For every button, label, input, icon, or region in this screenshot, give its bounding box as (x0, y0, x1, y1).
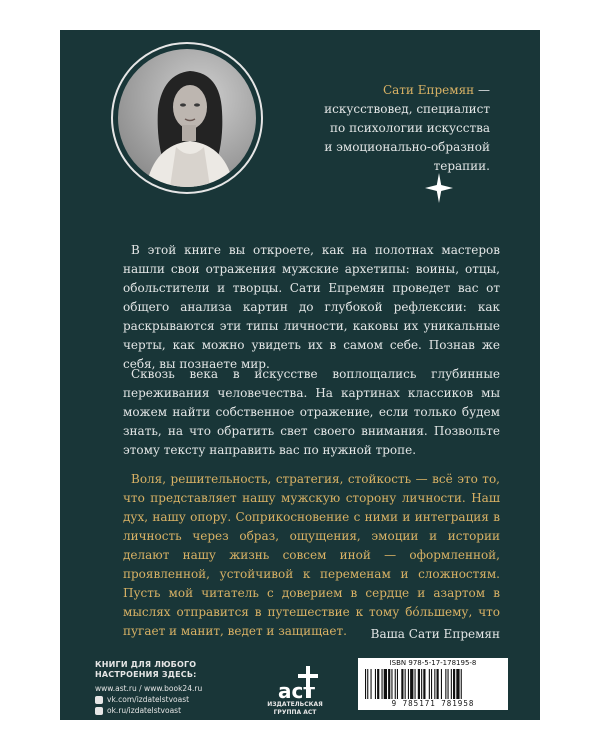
vk-icon (95, 696, 103, 704)
author-quote-paragraph: Воля, решительность, стратегия, стойкость — всё это то, что представляет нашу мужскую сторону личности. Наш дух, нашу опору. Соприкосновение с ними и интеграция в личность через образ, ощущения, эмоции и истории делают нашу жизнь совсем иной — оформленной, проявленной, устойчивой к переменам и сложностям. Пусть мой читатель с доверием в сердце и азартом в мыслях отправится в путешествие к тому бо́льшему, что пугает и манит, ведет и защищает. (123, 472, 500, 638)
barcode-bar (375, 669, 376, 699)
barcode-bar (391, 669, 392, 699)
barcode-bar (401, 669, 403, 699)
barcode-bar (415, 669, 416, 699)
barcode-bar (382, 669, 383, 699)
barcode-bar (418, 669, 420, 699)
barcode-bar (441, 669, 442, 699)
barcode-bar (365, 669, 366, 699)
vk-link: vk.com/izdatelstvoast (95, 694, 225, 705)
barcode-bar (405, 669, 406, 699)
author-bio-line-5: терапии. (433, 159, 490, 173)
barcode-bar (421, 669, 422, 699)
links-title-line-1: КНИГИ ДЛЯ ЛЮБОГО (95, 660, 197, 669)
publisher-caption: ИЗДАТЕЛЬСКАЯ ГРУППА АСТ (267, 701, 323, 716)
barcode (358, 658, 508, 710)
barcode-bar (377, 669, 379, 699)
barcode-bar (453, 669, 455, 699)
publisher-links (95, 660, 225, 716)
barcode-bar (384, 669, 387, 699)
ok-icon (95, 707, 103, 715)
author-bio-line-4: и эмоционально-образной (324, 140, 490, 154)
barcode-bar (397, 669, 398, 699)
barcode-bar (448, 669, 449, 699)
barcode-bar (451, 669, 452, 699)
barcode-bar (388, 669, 390, 699)
author-portrait (111, 42, 263, 194)
description-paragraph-2: Сквозь века в искусстве воплощались глубинные переживания человечества. На картинах классиков мы можем найти собственное отражение, если только будем знать, на что обратить свет своего внимания. Позвольте этому тексту направить вас по нужной тропе. (123, 367, 500, 457)
author-name: Сати Епремян (382, 83, 475, 97)
barcode-digits: 9 785171 781958 (391, 699, 475, 708)
barcode-bar (395, 669, 396, 699)
author-signature: Ваша Сати Епремян (370, 627, 500, 641)
barcode-bar (410, 669, 413, 699)
barcode-bar (367, 669, 368, 699)
barcode-bar (371, 669, 372, 699)
barcode-bar (461, 669, 462, 699)
barcode-bar (408, 669, 409, 699)
websites-link: www.ast.ru / www.book24.ru (95, 684, 203, 693)
author-bio (300, 81, 490, 176)
links-title-line-2: НАСТРОЕНИЯ ЗДЕСЬ: (95, 670, 197, 679)
barcode-bars (363, 669, 503, 699)
barcode-bar (429, 669, 430, 699)
barcode-bar (434, 669, 435, 699)
author-photo (118, 49, 256, 187)
barcode-bar (437, 669, 439, 699)
author-bio-line-2: искусствовед, специалист (324, 102, 490, 116)
barcode-bar (445, 669, 446, 699)
portrait-illustration (118, 49, 256, 187)
isbn-text: ISBN 978-5-17-178195-8 (389, 659, 477, 667)
barcode-bar (431, 669, 432, 699)
star-icon (425, 173, 453, 203)
barcode-bar (456, 669, 459, 699)
logo-lettering: аст (278, 679, 315, 703)
ok-link: ok.ru/izdatelstvoast (95, 705, 225, 716)
author-bio-line-3: по психологии искусства (330, 121, 490, 135)
book-back-cover (60, 30, 540, 720)
author-bio-line-1: Сати Епремян — (382, 83, 490, 97)
description-paragraph-1: В этой книге вы откроете, как на полотнах мастеров нашли свои отражения мужские архетипы: воины, отцы, обольстители и творцы. Сати Епремян проведет вас от общего анализа картин до глубокой рефлексии: как раскрываются эти типы личности, каковы их уникальные черты, как можно увидеть их в самом себе. Познав же себя, вы познаете мир. (123, 243, 500, 371)
barcode-bar (423, 669, 425, 699)
